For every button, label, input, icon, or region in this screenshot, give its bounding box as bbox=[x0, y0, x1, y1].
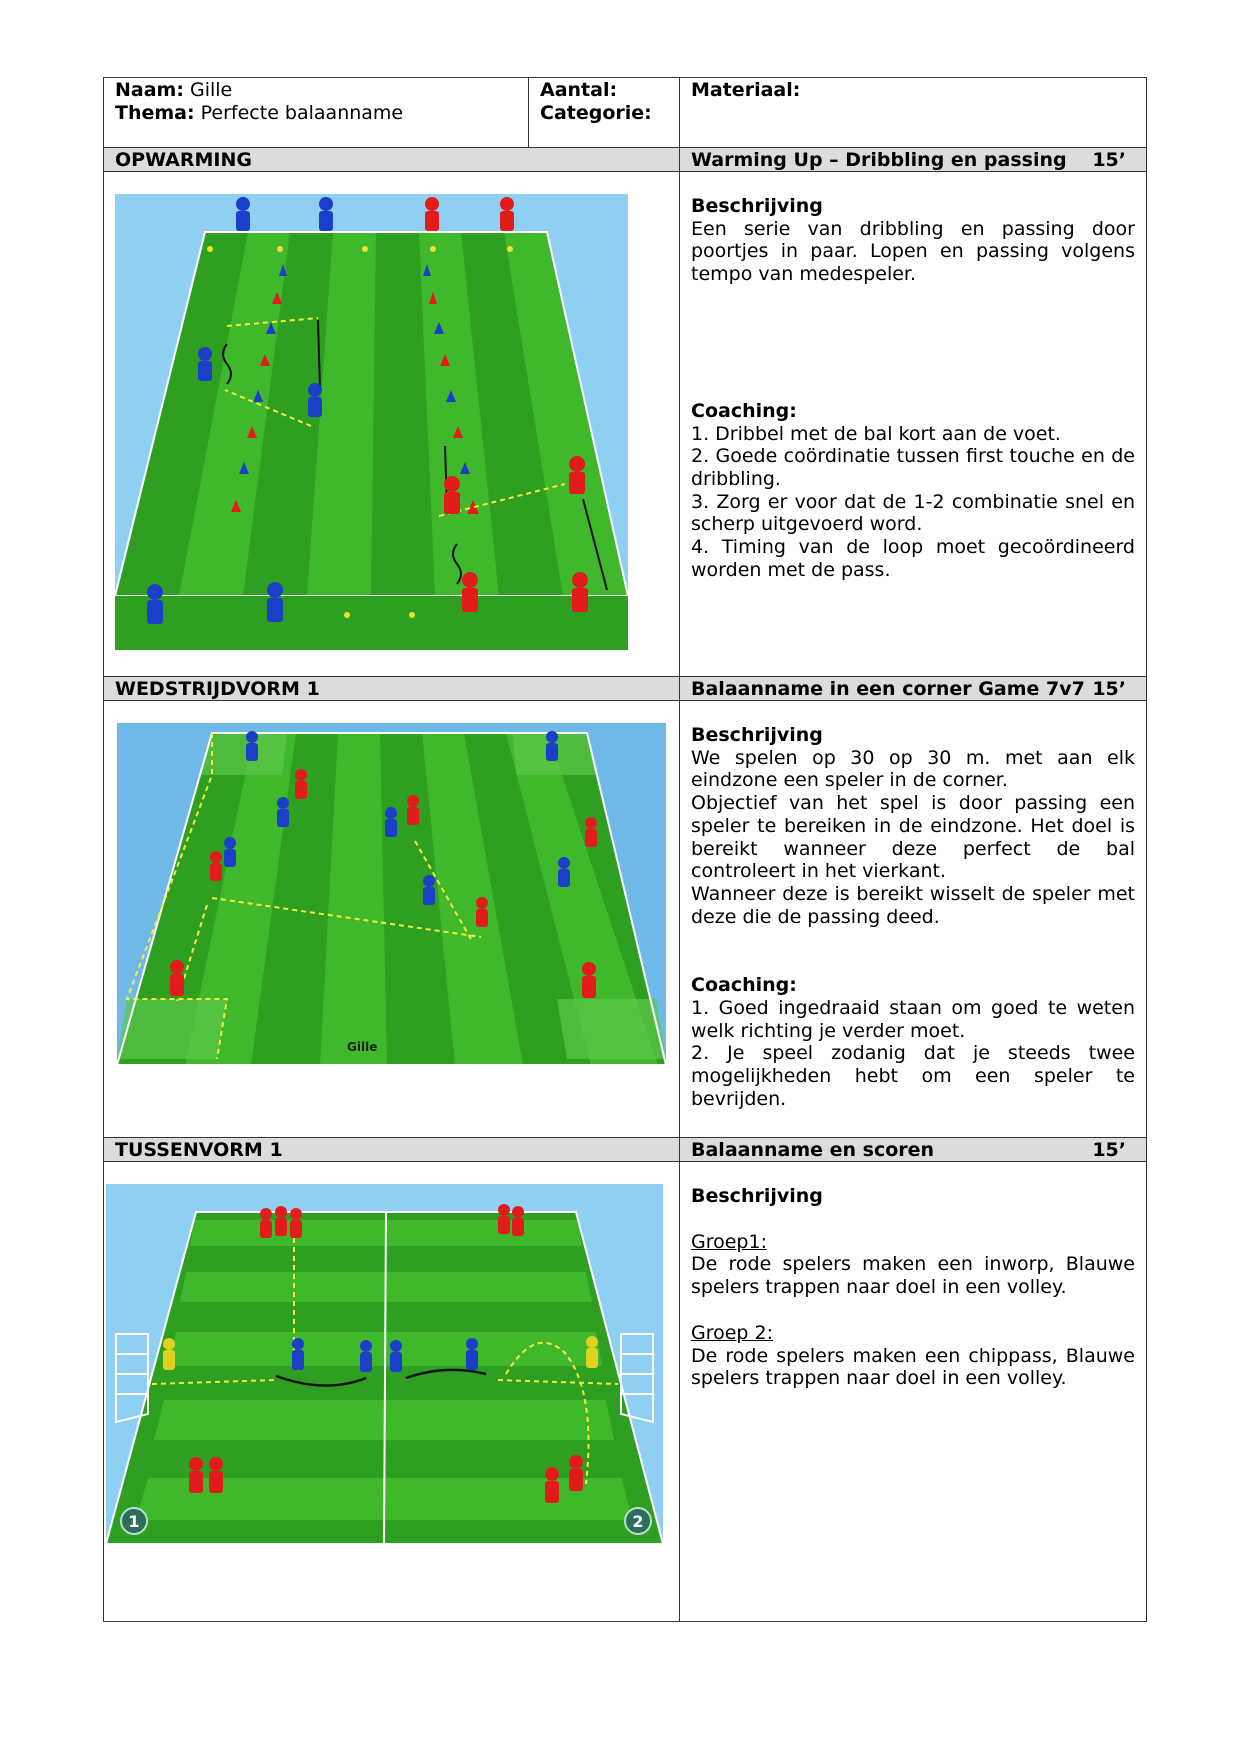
game-diagram-image bbox=[117, 723, 666, 1065]
description-cell bbox=[679, 1162, 1146, 1622]
section-duration: 15’ bbox=[1092, 1139, 1126, 1161]
groep1-text: De rode spelers maken een inworp, Blauwe spelers trappen naar doel in een volley. bbox=[691, 1253, 1135, 1299]
diagram-cell bbox=[104, 1162, 679, 1622]
materiaal-label: Materiaal: bbox=[691, 79, 801, 101]
diagram-cell bbox=[104, 172, 679, 676]
beschrijving-text: Een serie van dribbling en passing door poortjes in paar. Lopen en passing volgens tempo van medespeler. bbox=[691, 217, 1135, 286]
section-title: Balaanname en scoren bbox=[691, 1139, 935, 1161]
coaching-label: Coaching: bbox=[691, 974, 797, 997]
section-header-wedstrijdvorm bbox=[104, 677, 1146, 701]
categorie-label: Categorie: bbox=[540, 101, 652, 124]
thema-label: Thema: bbox=[115, 101, 195, 124]
coaching-label: Coaching: bbox=[691, 399, 797, 422]
info-row bbox=[104, 78, 1146, 148]
beschrijving-paragraph: Wanneer deze is bereikt wisselt de speler met deze die de passing deed. bbox=[691, 882, 1135, 928]
groep2-text: De rode spelers maken een chippass, Blauwe spelers trappen naar doel in een volley. bbox=[691, 1344, 1135, 1390]
description-cell bbox=[679, 172, 1146, 676]
section-body-tussenvorm bbox=[104, 1162, 1146, 1622]
section-body-wedstrijdvorm bbox=[104, 701, 1146, 1138]
naam-thema-cell bbox=[104, 78, 528, 147]
group-badge-2: 2 bbox=[632, 1512, 644, 1531]
coaching-point: 2. Je speel zodanig dat je steeds twee mogelijkheden hebt om een speler te bevrijden. bbox=[691, 1042, 1135, 1110]
materiaal-cell bbox=[679, 78, 1146, 147]
beschrijving-label: Beschrijving bbox=[691, 195, 823, 217]
diagram-caption: Gille bbox=[347, 1040, 378, 1054]
section-header-opwarming bbox=[104, 148, 1146, 172]
thema-value: Perfecte balaanname bbox=[200, 101, 404, 124]
section-duration: 15’ bbox=[1092, 149, 1126, 171]
section-duration: 15’ bbox=[1092, 678, 1126, 700]
naam-label: Naam: bbox=[115, 79, 184, 101]
beschrijving-paragraph: We spelen op 30 op 30 m. met aan elk eindzone een speler in de corner. bbox=[691, 746, 1135, 792]
section-name: OPWARMING bbox=[115, 149, 252, 171]
section-title-cell bbox=[679, 677, 1146, 700]
group-badge-1: 1 bbox=[128, 1512, 140, 1531]
section-body-opwarming bbox=[104, 172, 1146, 677]
section-title-cell bbox=[679, 148, 1146, 171]
coaching-point: 4. Timing van de loop moet gecoördineerd worden met de pass. bbox=[691, 536, 1135, 581]
beschrijving-label: Beschrijving bbox=[691, 1185, 823, 1207]
aantal-label: Aantal: bbox=[540, 79, 618, 101]
coaching-point: 3. Zorg er voor dat de 1-2 combinatie snel en scherp uitgevoerd word. bbox=[691, 490, 1135, 536]
section-title: Balaanname in een corner Game 7v7 bbox=[691, 678, 1085, 700]
beschrijving-paragraph: Objectief van het spel is door passing een speler te bereiken in de eindzone. Het doel is bereikt wanneer deze perfect de bal controleert in het vierkant. bbox=[691, 792, 1135, 883]
section-header-tussenvorm bbox=[104, 1138, 1146, 1162]
groep1-label: Groep1: bbox=[691, 1230, 767, 1253]
aantal-categorie-cell bbox=[528, 78, 679, 147]
description-cell bbox=[679, 701, 1146, 1137]
groep2-label: Groep 2: bbox=[691, 1321, 774, 1344]
warmup-diagram-image bbox=[115, 194, 628, 650]
finishing-diagram-image bbox=[106, 1184, 663, 1544]
coaching-point: 1. Dribbel met de bal kort aan de voet. bbox=[691, 422, 1061, 445]
section-title-cell bbox=[679, 1138, 1146, 1161]
coaching-point: 1. Goed ingedraaid staan om goed te weten welk richting je verder moet. bbox=[691, 997, 1135, 1042]
session-sheet bbox=[103, 77, 1147, 1622]
section-name: WEDSTRIJDVORM 1 bbox=[115, 678, 320, 700]
section-title: Warming Up – Dribbling en passing bbox=[691, 149, 1067, 171]
diagram-cell bbox=[104, 701, 679, 1137]
naam-value: Gille bbox=[190, 79, 233, 101]
section-name: TUSSENVORM 1 bbox=[115, 1139, 283, 1161]
beschrijving-label: Beschrijving bbox=[691, 724, 823, 746]
coaching-point: 2. Goede coördinatie tussen first touche en de dribbling. bbox=[691, 445, 1135, 490]
